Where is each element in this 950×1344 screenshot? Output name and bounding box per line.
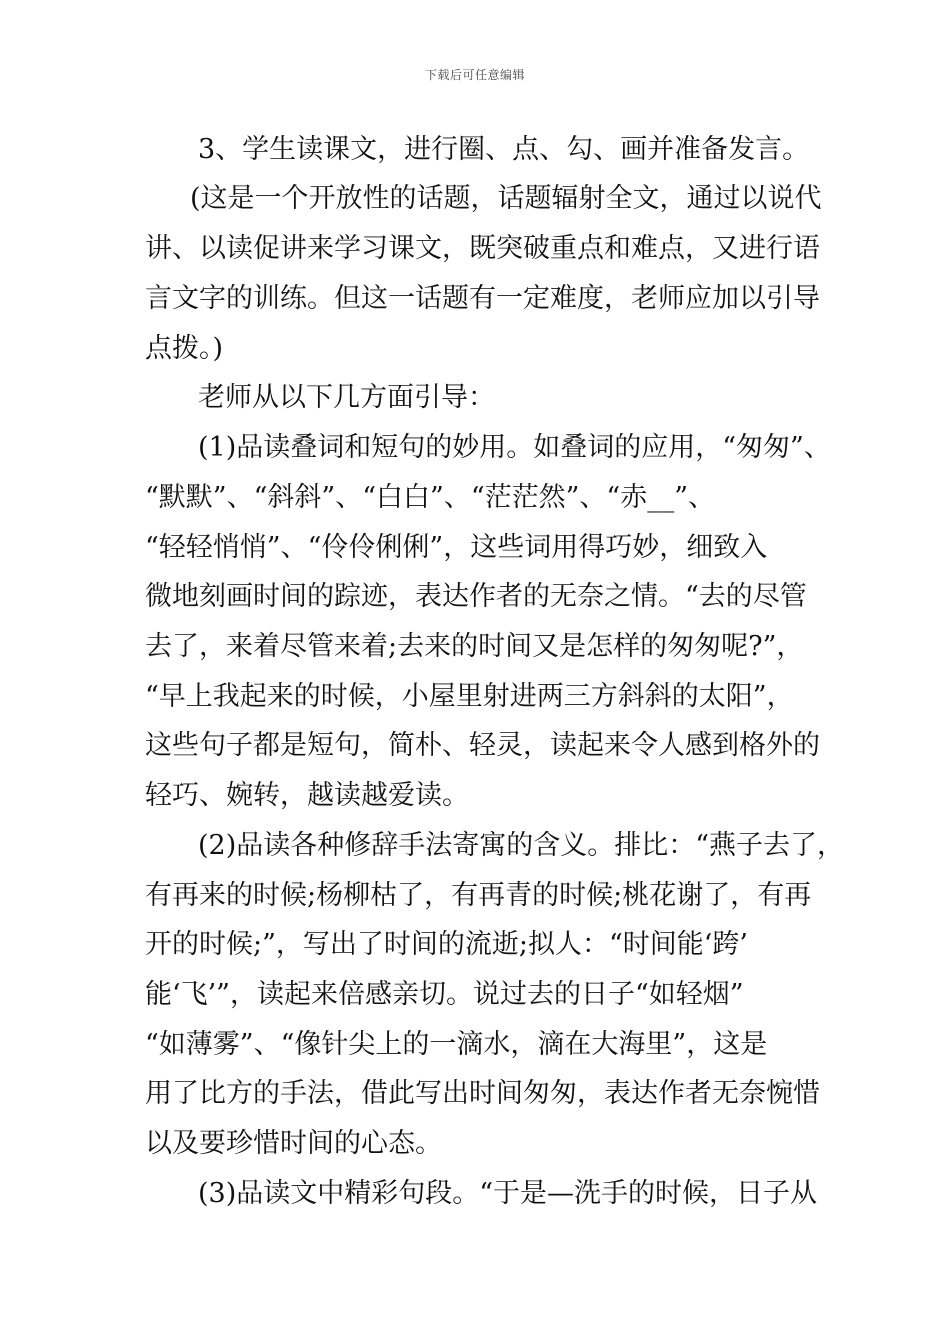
text-line: 这些句子都是短句，简朴、轻灵，读起来令人感到格外的: [145, 730, 820, 761]
text-line: 言文字的训练。但这一话题有一定难度，老师应加以引导: [145, 283, 820, 314]
text-line: 讲、以读促讲来学习课文，既突破重点和难点，又进行语: [145, 233, 820, 264]
text-line: (3)品读文中精彩句段。“于是—洗手的时候，日子从: [198, 1178, 818, 1209]
text-line: “默默”、“斜斜”、“白白”、“茫茫然”、“赤__”、: [145, 482, 716, 513]
text-line: 有再来的时候;杨柳枯了，有再青的时候;桃花谢了，有再: [145, 880, 812, 911]
text-line: 以及要珍惜时间的心态。: [145, 1128, 442, 1159]
text-line: (2)品读各种修辞手法寄寓的含义。排比：“燕子去了，: [198, 830, 845, 861]
text-line: (1)品读叠词和短句的妙用。如叠词的应用，“匆匆”、: [198, 432, 831, 463]
text-line: 能‘飞’”，读起来倍感亲切。说过去的日子“如轻烟”: [145, 979, 744, 1010]
text-line: “轻轻悄悄”、“伶伶俐俐”，这些词用得巧妙，细致入: [145, 532, 768, 563]
text-line: 开的时候;”，写出了时间的流逝;拟人：“时间能‘跨’: [145, 929, 748, 960]
text-line: 轻巧、婉转，越读越爱读。: [145, 780, 469, 811]
text-line: (这是一个开放性的话题，话题辐射全文，通过以说代: [190, 183, 822, 214]
text-line: 用了比方的手法，借此写出时间匆匆，表达作者无奈惋惜: [145, 1078, 820, 1109]
text-line: “如薄雾”、“像针尖上的一滴水，滴在大海里”，这是: [145, 1029, 768, 1060]
text-line: 3、学生读课文，进行圈、点、勾、画并准备发言。: [198, 134, 810, 165]
text-line: “早上我起来的时候，小屋里射进两三方斜斜的太阳”，: [145, 681, 794, 712]
text-line: 微地刻画时间的踪迹，表达作者的无奈之情。“去的尽管: [145, 581, 807, 612]
text-line: 去了，来着尽管来着;去来的时间又是怎样的匆匆呢?”，: [145, 631, 804, 662]
text-line: 点拨。): [145, 333, 224, 364]
text-line: 老师从以下几方面引导：: [198, 382, 495, 413]
page-header: 下载后可任意编辑: [424, 68, 525, 82]
